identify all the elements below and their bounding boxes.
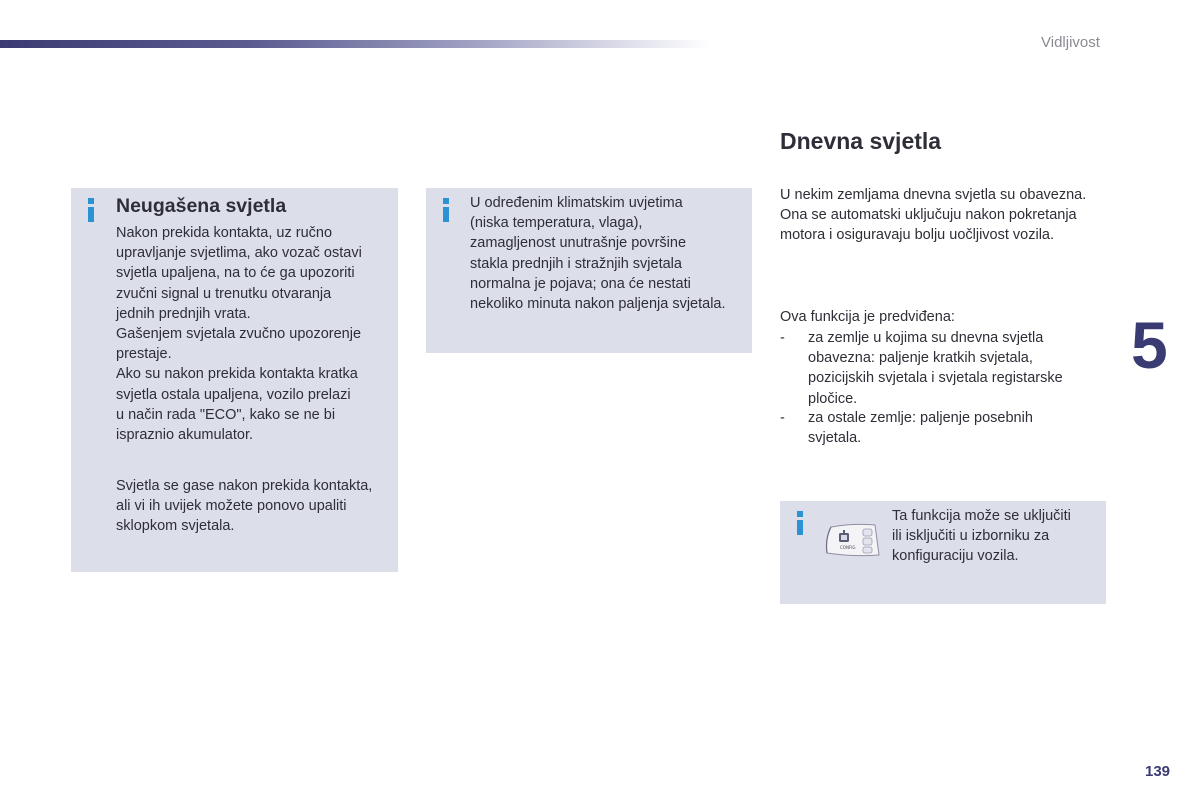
list-dash: - <box>780 410 785 426</box>
info-icon <box>795 511 805 537</box>
steering-wheel-controls-icon <box>823 521 881 559</box>
page-title: Dnevna svjetla <box>780 128 942 154</box>
section-title: Vidljivost <box>1041 34 1100 51</box>
info-box-unextinguished-lights <box>71 188 398 572</box>
config-label: CONFIG <box>840 545 856 550</box>
box-title: Neugašena svjetla <box>116 195 287 217</box>
intro-paragraph: U nekim zemljama dnevna svjetla su obavezna. Ona se automatski uključuju nakon pokretanja motora i osiguravaju bolju uočljivost vozila. <box>780 187 1087 244</box>
list-item-text: za ostale zemlje: paljenje posebnih svjetala. <box>808 410 1033 447</box>
info-box-condensation <box>426 188 752 353</box>
list-item-text: za zemlje u kojima su dnevna svjetla obavezna: paljenje kratkih svjetala, pozicijskih svjetala i svjetala registarske pločice. <box>808 330 1063 407</box>
list-item <box>780 328 1110 410</box>
chapter-number: 5 <box>1131 308 1168 382</box>
list-item <box>780 408 1110 450</box>
box-paragraph: Ta funkcija može se uključiti ili isključiti u izborniku za konfiguraciju vozila. <box>892 508 1071 565</box>
info-icon <box>441 198 451 224</box>
function-label: Ova funkcija je predviđena: <box>780 309 955 325</box>
box-paragraph: Nakon prekida kontakta, uz ručno upravljanje svjetlima, ako vozač ostavi svjetla upaljena, na to će ga upozoriti zvučni signal u trenutku otvaranja jednih prednjih vrata. Gašenjem svjetala zvučno upozorenje prestaje. Ako su nakon prekida kontakta kratka svjetla ostala upaljena, vozilo prelazi u način rada "ECO", kako se ne bi ispraznio akumulator. <box>116 225 362 444</box>
box-paragraph: Svjetla se gase nakon prekida kontakta, ali vi ih uvijek možete ponovo upaliti sklopkom svjetala. <box>116 478 373 535</box>
info-icon <box>86 198 96 224</box>
box-paragraph: U određenim klimatskim uvjetima (niska temperatura, vlaga), zamagljenost unutrašnje površine stakla prednjih i stražnjih svjetala normalna je pojava; ona će nestati nekoliko minuta nakon paljenja svjetala. <box>470 195 726 313</box>
header-accent-bar <box>0 40 710 48</box>
list-dash: - <box>780 330 785 346</box>
page-number: 139 <box>1145 763 1171 780</box>
